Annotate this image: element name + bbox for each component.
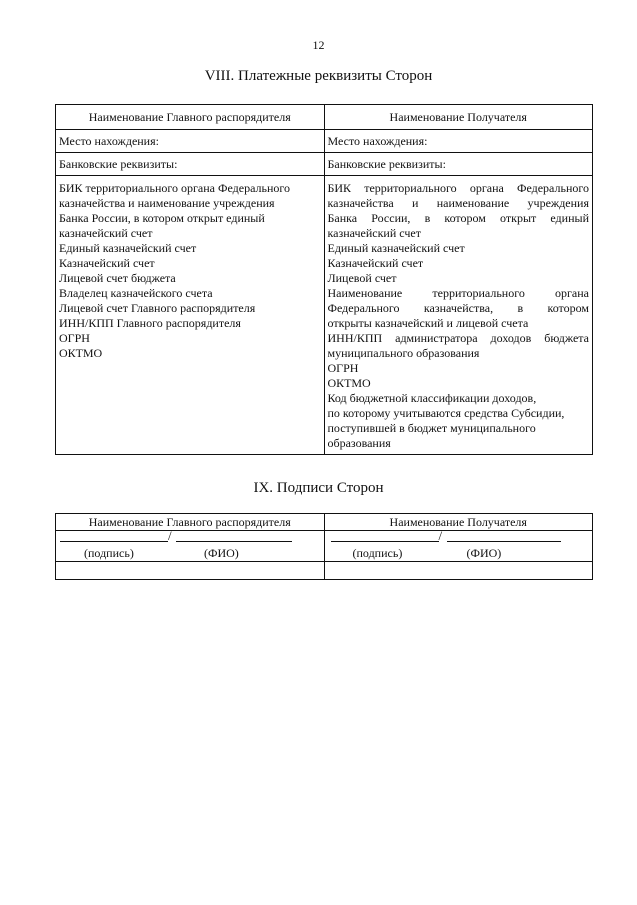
- list-item: казначейства и наименование учреждения: [327, 196, 589, 210]
- separator-slash: /: [168, 528, 172, 543]
- signature-lines-row: [56, 531, 593, 546]
- list-item: Лицевой счет: [327, 271, 397, 285]
- bank-row: [56, 153, 593, 176]
- list-item: казначейский счет: [59, 226, 153, 240]
- page-number: 12: [312, 38, 325, 52]
- location-cell-right: Место нахождения:: [324, 130, 593, 153]
- separator-slash: /: [438, 528, 443, 543]
- list-item: ОКТМО: [327, 376, 371, 390]
- list-item: муниципального образования: [327, 346, 480, 360]
- list-item: Федерального казначейства, в котором: [327, 301, 589, 315]
- list-item: ОГРН: [59, 331, 90, 345]
- list-item: Лицевой счет Главного распорядителя: [59, 301, 256, 315]
- list-item: ИНН/КПП Главного распорядителя: [59, 316, 241, 330]
- list-item: БИК территориального органа Федерального: [59, 181, 291, 195]
- payment-requisites-table: [55, 104, 593, 455]
- list-item: казначейства и наименование учреждения: [59, 196, 275, 210]
- list-item: Лицевой счет бюджета: [59, 271, 176, 285]
- bank-cell-right: Банковские реквизиты:: [324, 153, 593, 176]
- list-item: Казначейский счет: [327, 256, 424, 270]
- list-item: Банка России, в котором открыт единый: [327, 211, 589, 225]
- list-item: открыты казначейский и лицевой счета: [327, 316, 529, 330]
- list-item: по которому учитываются средства Субсидии,: [327, 406, 565, 420]
- list-item: Код бюджетной классификации доходов,: [327, 391, 537, 405]
- empty-cell-right: [324, 562, 593, 580]
- list-item: Банка России, в котором открыт единый: [59, 211, 265, 225]
- list-item: Единый казначейский счет: [327, 241, 465, 255]
- name-caption: (ФИО): [466, 546, 502, 560]
- section-title-payment-requisites: VIII. Платежные реквизиты Сторон: [204, 68, 433, 84]
- table-header-row: [56, 105, 593, 130]
- list-item: Наименование территориального органа: [327, 286, 589, 300]
- signature-underline: [331, 541, 439, 542]
- signature-underline: [60, 541, 168, 542]
- list-item: ОКТМО: [59, 346, 103, 360]
- header-recipient: Наименование Получателя: [324, 105, 593, 130]
- list-item: поступившей в бюджет муниципального: [327, 421, 536, 435]
- signatures-header-row: [56, 514, 593, 531]
- list-item: образования: [327, 436, 391, 450]
- section-title-signatures: IX. Подписи Сторон: [253, 480, 384, 496]
- name-underline: [447, 541, 561, 542]
- signature-captions-row: [56, 545, 593, 562]
- list-item: казначейский счет: [327, 226, 421, 240]
- signatures-table: [55, 513, 593, 580]
- empty-row: [56, 562, 593, 580]
- signature-field-left: [56, 528, 325, 546]
- list-item: БИК территориального органа Федерального: [327, 181, 589, 195]
- requisites-list-right: [324, 176, 593, 455]
- empty-cell-left: [56, 562, 325, 580]
- name-underline: [176, 541, 292, 542]
- name-caption: (ФИО): [204, 546, 239, 560]
- sig-header-recipient: Наименование Получателя: [324, 514, 593, 531]
- signature-caption: (подпись): [84, 546, 134, 560]
- captions-right: [324, 545, 593, 562]
- list-item: Владелец казначейского счета: [59, 286, 213, 300]
- signature-caption: (подпись): [352, 546, 403, 560]
- location-cell-left: Место нахождения:: [56, 130, 325, 153]
- sig-header-chief-administrator: Наименование Главного распорядителя: [56, 514, 325, 531]
- header-chief-administrator: Наименование Главного распорядителя: [56, 105, 325, 130]
- signature-field-right: [324, 528, 593, 546]
- captions-left: [56, 545, 325, 562]
- list-item: ИНН/КПП администратора доходов бюджета: [327, 331, 589, 345]
- list-item: Единый казначейский счет: [59, 241, 197, 255]
- list-item: Казначейский счет: [59, 256, 155, 270]
- bank-cell-left: Банковские реквизиты:: [56, 153, 325, 176]
- list-item: ОГРН: [327, 361, 359, 375]
- requisites-list-left: [56, 176, 325, 455]
- requisites-row: [56, 176, 593, 455]
- location-row: [56, 130, 593, 153]
